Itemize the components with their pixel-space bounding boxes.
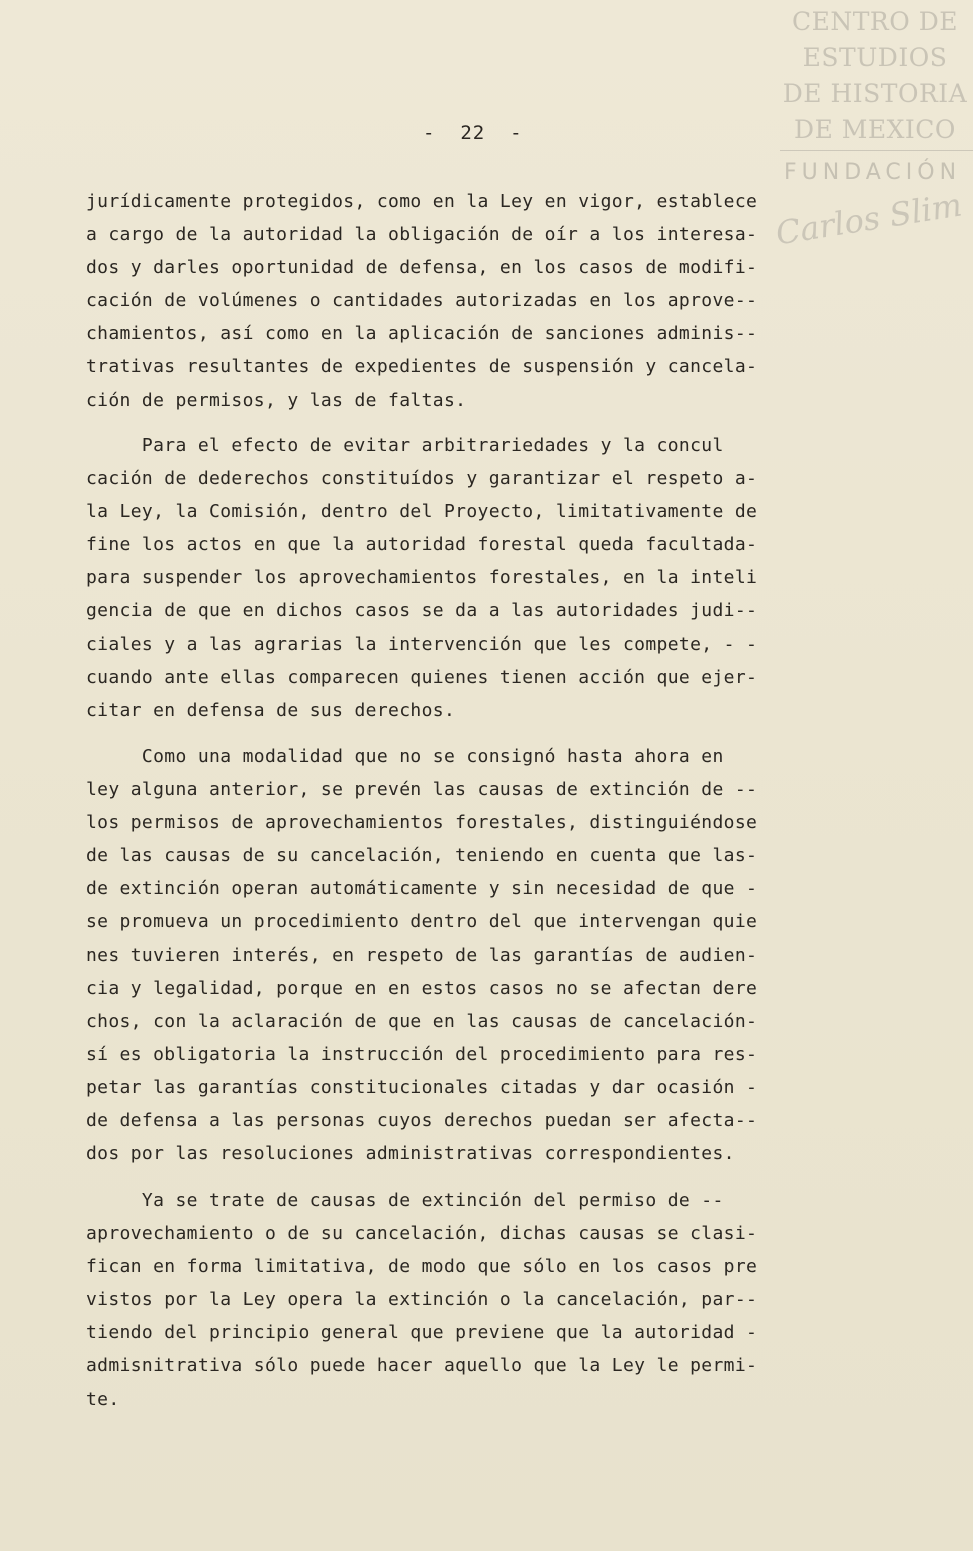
text-line: cia y legalidad, porque en en estos casos no se afectan dere (86, 977, 758, 999)
text-line: de extinción operan automáticamente y sin necesidad de que - (86, 878, 758, 900)
text-line: chos, con la aclaración de que en las causas de cancelación- (86, 1010, 758, 1032)
paragraph-3 (86, 740, 896, 1170)
paragraph-4 (86, 1184, 896, 1416)
text-line: chamientos, así como en la aplicación de sanciones adminis-- (86, 323, 758, 345)
watermark-line: CENTRO DE (792, 7, 958, 36)
text-line: cación de dederechos constituídos y garantizar el respeto a- (86, 468, 758, 490)
text-line: aprovechamiento o de su cancelación, dichas causas se clasi- (86, 1223, 758, 1245)
text-line: los permisos de aprovechamientos forestales, distinguiéndose (86, 812, 758, 834)
text-line: la Ley, la Comisión, dentro del Proyecto, limitativamente de (86, 501, 758, 523)
text-line: admisnitrativa sólo puede hacer aquello que la Ley le permi- (86, 1355, 758, 1377)
text-line: Ya se trate de causas de extinción del permiso de -- (86, 1190, 724, 1211)
watermark-line: ESTUDIOS (802, 43, 948, 72)
text-line: dos y darles oportunidad de defensa, en los casos de modifi- (86, 257, 758, 279)
watermark-fundacion: FUNDACIÓN (784, 160, 962, 185)
text-line: Como una modalidad que no se consignó hasta ahora en (86, 746, 724, 767)
archive-watermark (780, 4, 970, 148)
text-line: ción de permisos, y las de faltas. (86, 389, 467, 411)
text-line: para suspender los aprovechamientos forestales, en la inteli (86, 567, 758, 589)
watermark-line: DE HISTORIA (782, 79, 968, 108)
text-line: nes tuvieren interés, en respeto de las garantías de audien- (86, 944, 758, 966)
text-line: ley alguna anterior, se prevén las causas de extinción de -- (86, 779, 758, 801)
text-line: petar las garantías constitucionales citadas y dar ocasión - (86, 1076, 758, 1098)
text-line: ciales y a las agrarias la intervención que les compete, - - (86, 633, 758, 655)
page-number: - 22 - (423, 122, 523, 144)
text-line: cación de volúmenes o cantidades autorizadas en los aprove-- (86, 290, 758, 312)
text-line: de defensa a las personas cuyos derechos puedan ser afecta-- (86, 1110, 758, 1132)
watermark-divider (780, 150, 973, 151)
text-line: se promueva un procedimiento dentro del que intervengan quie (86, 911, 758, 933)
text-line: de las causas de su cancelación, teniendo en cuenta que las- (86, 845, 758, 867)
text-line: Para el efecto de evitar arbitrariedades y la concul (86, 435, 724, 456)
text-line: tiendo del principio general que previene que la autoridad - (86, 1322, 758, 1344)
watermark-signature: Carlos Slim (773, 185, 965, 253)
watermark-line: DE MEXICO (794, 115, 956, 144)
text-line: dos por las resoluciones administrativas correspondientes. (86, 1143, 735, 1165)
text-line: vistos por la Ley opera la extinción o la cancelación, par-- (86, 1289, 758, 1311)
text-line: te. (86, 1388, 120, 1410)
text-line: fican en forma limitativa, de modo que sólo en los casos pre (86, 1256, 758, 1278)
paragraph-1 (86, 185, 896, 417)
text-line: cuando ante ellas comparecen quienes tienen acción que ejer- (86, 666, 758, 688)
text-line: sí es obligatoria la instrucción del procedimiento para res- (86, 1043, 758, 1065)
text-line: jurídicamente protegidos, como en la Ley en vigor, establece (86, 191, 758, 212)
paragraph-2 (86, 429, 896, 727)
text-line: a cargo de la autoridad la obligación de oír a los interesa- (86, 224, 758, 246)
text-line: gencia de que en dichos casos se da a las autoridades judi-- (86, 600, 758, 622)
text-line: citar en defensa de sus derechos. (86, 699, 456, 721)
text-line: fine los actos en que la autoridad forestal queda facultada- (86, 534, 758, 556)
text-line: trativas resultantes de expedientes de suspensión y cancela- (86, 356, 758, 378)
